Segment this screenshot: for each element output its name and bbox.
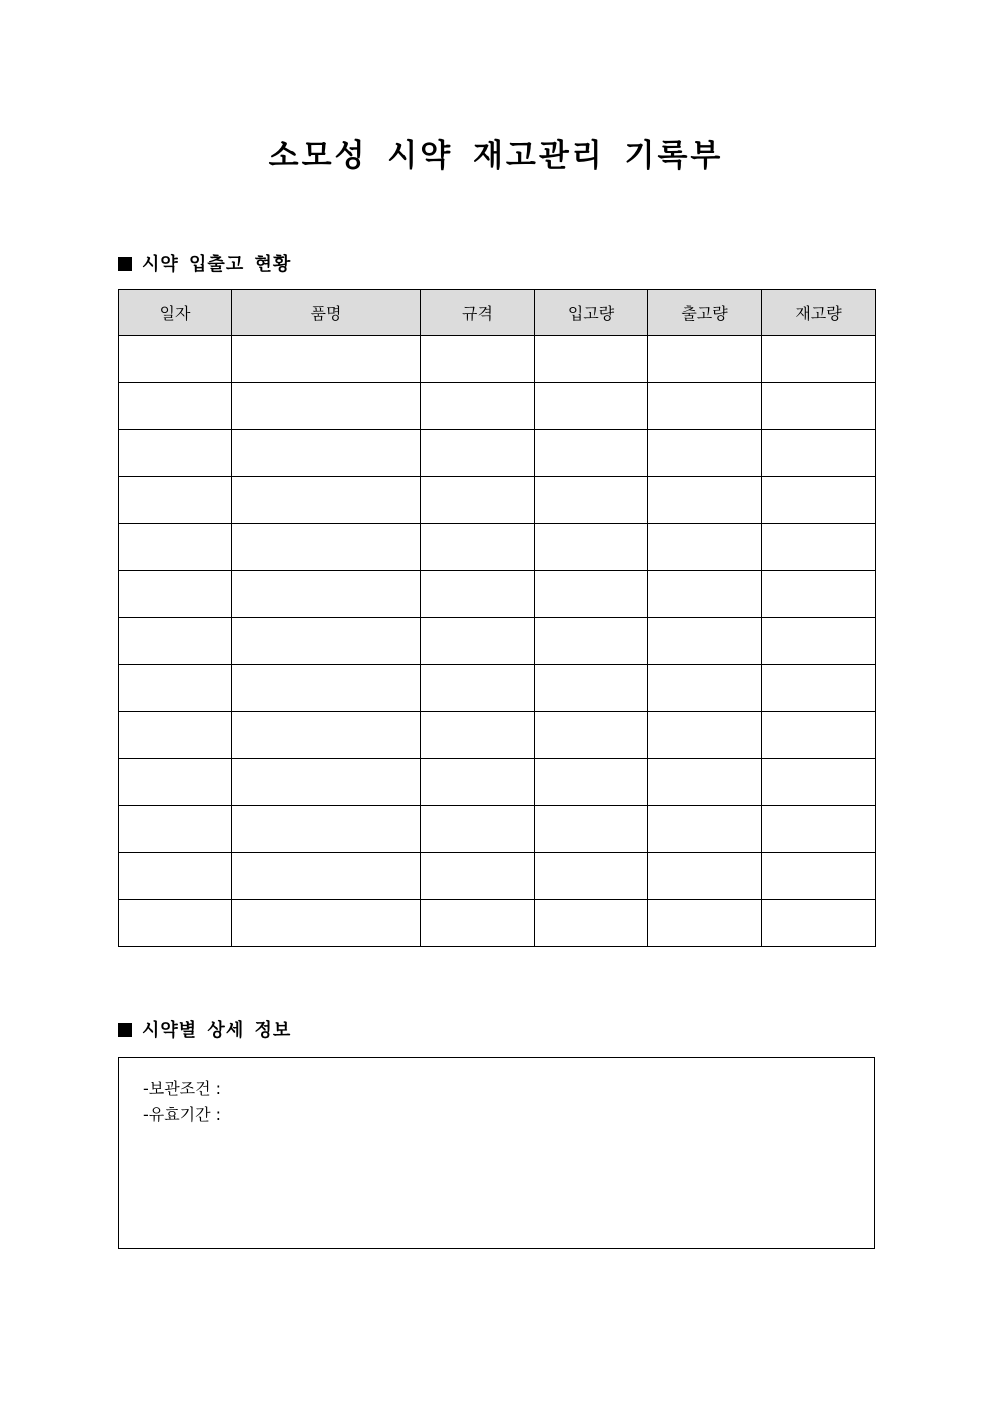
cell-item-name[interactable] — [232, 712, 421, 759]
cell-issued-qty[interactable] — [648, 430, 762, 477]
table-header-row — [119, 290, 876, 336]
cell-date[interactable] — [119, 665, 232, 712]
cell-stock-qty[interactable] — [762, 430, 876, 477]
cell-date[interactable] — [119, 383, 232, 430]
table-row — [119, 853, 876, 900]
cell-item-name[interactable] — [232, 430, 421, 477]
cell-issued-qty[interactable] — [648, 759, 762, 806]
cell-stock-qty[interactable] — [762, 571, 876, 618]
cell-stock-qty[interactable] — [762, 806, 876, 853]
cell-item-name[interactable] — [232, 900, 421, 947]
cell-issued-qty[interactable] — [648, 712, 762, 759]
section-heading-label: 시약별 상세 정보 — [142, 1020, 292, 1041]
cell-spec[interactable] — [421, 383, 535, 430]
cell-date[interactable] — [119, 853, 232, 900]
cell-stock-qty[interactable] — [762, 618, 876, 665]
cell-received-qty[interactable] — [535, 477, 648, 524]
cell-issued-qty[interactable] — [648, 665, 762, 712]
inventory-table — [118, 289, 876, 947]
cell-date[interactable] — [119, 477, 232, 524]
cell-item-name[interactable] — [232, 383, 421, 430]
column-header-item-name: 품명 — [232, 290, 421, 336]
table-row — [119, 712, 876, 759]
table-row — [119, 806, 876, 853]
cell-spec[interactable] — [421, 477, 535, 524]
cell-date[interactable] — [119, 336, 232, 383]
cell-received-qty[interactable] — [535, 383, 648, 430]
cell-spec[interactable] — [421, 571, 535, 618]
cell-spec[interactable] — [421, 524, 535, 571]
cell-spec[interactable] — [421, 430, 535, 477]
cell-item-name[interactable] — [232, 806, 421, 853]
table-row — [119, 900, 876, 947]
column-header-date: 일자 — [119, 290, 232, 336]
cell-received-qty[interactable] — [535, 618, 648, 665]
cell-received-qty[interactable] — [535, 900, 648, 947]
column-header-received-qty: 입고량 — [535, 290, 648, 336]
cell-received-qty[interactable] — [535, 759, 648, 806]
section-heading-details — [118, 1018, 291, 1044]
table-row — [119, 524, 876, 571]
cell-date[interactable] — [119, 430, 232, 477]
cell-date[interactable] — [119, 571, 232, 618]
table-row — [119, 383, 876, 430]
cell-stock-qty[interactable] — [762, 759, 876, 806]
cell-received-qty[interactable] — [535, 712, 648, 759]
table-row — [119, 430, 876, 477]
column-header-stock-qty: 재고량 — [762, 290, 876, 336]
cell-received-qty[interactable] — [535, 853, 648, 900]
cell-received-qty[interactable] — [535, 336, 648, 383]
cell-item-name[interactable] — [232, 665, 421, 712]
cell-item-name[interactable] — [232, 618, 421, 665]
cell-stock-qty[interactable] — [762, 712, 876, 759]
table-row — [119, 571, 876, 618]
column-header-spec: 규격 — [421, 290, 535, 336]
cell-item-name[interactable] — [232, 571, 421, 618]
square-bullet-icon — [118, 1023, 132, 1037]
cell-issued-qty[interactable] — [648, 618, 762, 665]
cell-date[interactable] — [119, 524, 232, 571]
cell-date[interactable] — [119, 806, 232, 853]
cell-spec[interactable] — [421, 712, 535, 759]
cell-issued-qty[interactable] — [648, 806, 762, 853]
cell-item-name[interactable] — [232, 853, 421, 900]
cell-item-name[interactable] — [232, 477, 421, 524]
cell-stock-qty[interactable] — [762, 665, 876, 712]
cell-spec[interactable] — [421, 618, 535, 665]
table-row — [119, 665, 876, 712]
cell-spec[interactable] — [421, 759, 535, 806]
cell-stock-qty[interactable] — [762, 853, 876, 900]
cell-stock-qty[interactable] — [762, 524, 876, 571]
cell-received-qty[interactable] — [535, 524, 648, 571]
page-title: 소모성 시약 재고관리 기록부 — [268, 138, 724, 174]
cell-received-qty[interactable] — [535, 806, 648, 853]
cell-date[interactable] — [119, 900, 232, 947]
cell-spec[interactable] — [421, 900, 535, 947]
table-row — [119, 759, 876, 806]
cell-spec[interactable] — [421, 336, 535, 383]
cell-spec[interactable] — [421, 853, 535, 900]
cell-issued-qty[interactable] — [648, 336, 762, 383]
cell-received-qty[interactable] — [535, 665, 648, 712]
cell-item-name[interactable] — [232, 759, 421, 806]
square-bullet-icon — [118, 257, 132, 271]
cell-received-qty[interactable] — [535, 571, 648, 618]
column-header-issued-qty: 출고량 — [648, 290, 762, 336]
section-heading-label: 시약 입출고 현황 — [142, 254, 292, 275]
cell-item-name[interactable] — [232, 524, 421, 571]
cell-date[interactable] — [119, 759, 232, 806]
cell-issued-qty[interactable] — [648, 477, 762, 524]
cell-stock-qty[interactable] — [762, 477, 876, 524]
cell-date[interactable] — [119, 712, 232, 759]
cell-stock-qty[interactable] — [762, 383, 876, 430]
cell-date[interactable] — [119, 618, 232, 665]
cell-item-name[interactable] — [232, 336, 421, 383]
cell-issued-qty[interactable] — [648, 853, 762, 900]
table-row — [119, 336, 876, 383]
cell-received-qty[interactable] — [535, 430, 648, 477]
section-heading-inventory — [118, 252, 291, 278]
reagent-detail-box[interactable] — [118, 1057, 875, 1249]
cell-spec[interactable] — [421, 806, 535, 853]
table-row — [119, 618, 876, 665]
table-row — [119, 477, 876, 524]
cell-issued-qty[interactable] — [648, 571, 762, 618]
cell-stock-qty[interactable] — [762, 336, 876, 383]
cell-spec[interactable] — [421, 665, 535, 712]
cell-issued-qty[interactable] — [648, 383, 762, 430]
cell-issued-qty[interactable] — [648, 900, 762, 947]
expiry-period-line: -유효기간 : — [143, 1105, 222, 1124]
storage-condition-line: -보관조건 : — [143, 1079, 222, 1098]
cell-issued-qty[interactable] — [648, 524, 762, 571]
cell-stock-qty[interactable] — [762, 900, 876, 947]
